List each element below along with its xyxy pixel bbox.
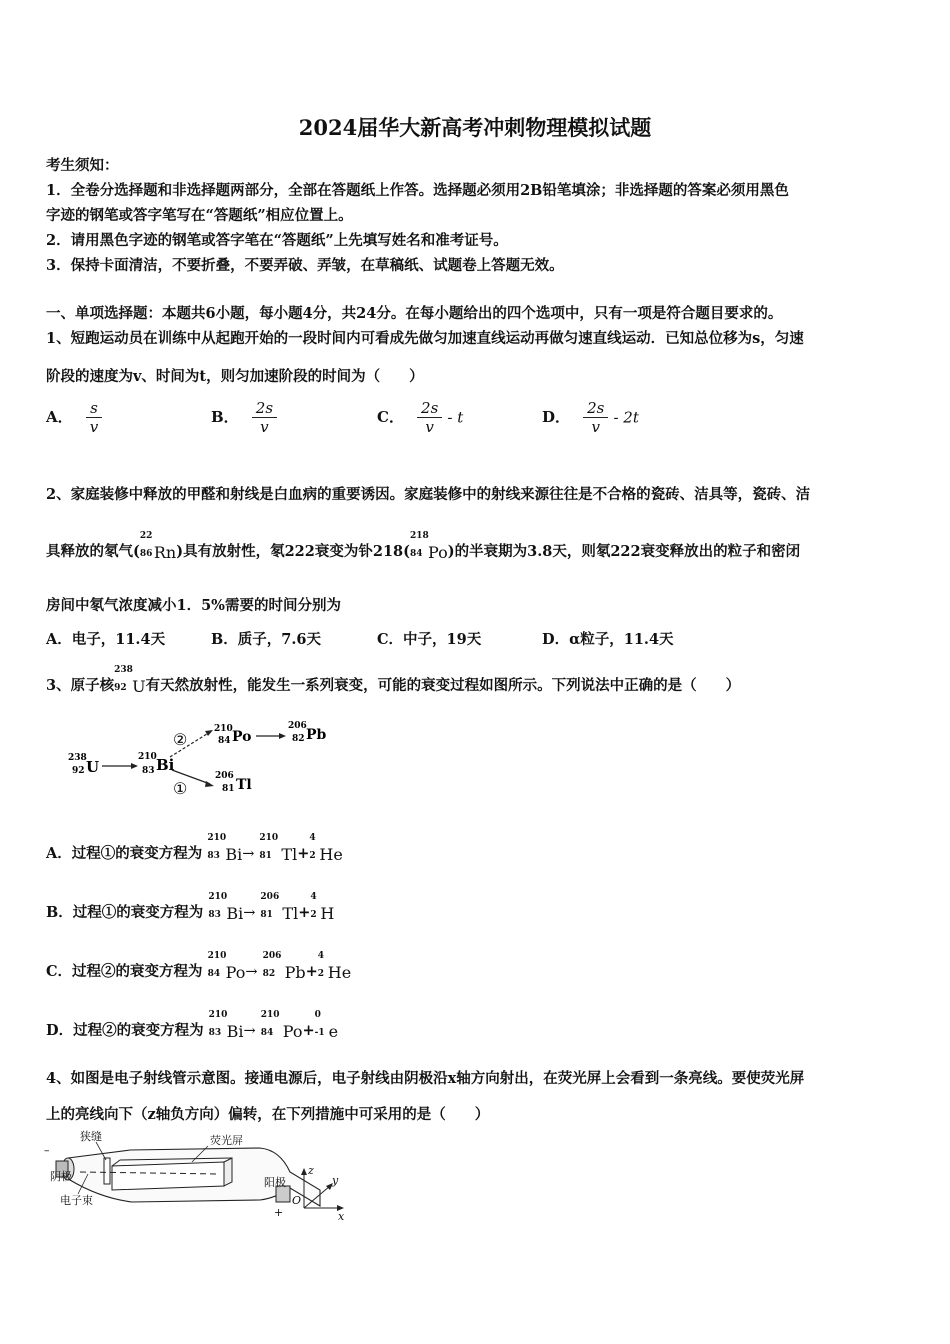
fraction: $\frac{s}{v}$	[86, 399, 102, 436]
bi-atomic: 83	[142, 766, 155, 776]
nuclide: 210 83 Bi	[207, 832, 243, 864]
q3-stem: 3、原子核 238 92 U有天然放射性，能发生一系列衰变，可能的衰变过程如图所示。下列说法中正确的是（ ）	[46, 664, 741, 696]
slit-label: 狭缝	[80, 1130, 102, 1143]
fraction: $\frac{2s}{v}$	[252, 399, 277, 436]
q2-option-c[interactable]: C．中子，19天	[377, 631, 482, 648]
option-label: D．	[542, 408, 571, 426]
u-mass: 238	[68, 753, 87, 763]
option-tail: - 2t	[613, 408, 639, 427]
po-mass: 210	[214, 724, 233, 734]
nuclide: 206 82 Pb	[262, 950, 306, 982]
fraction: $\frac{2s}{v}$	[417, 399, 442, 436]
q1-option-a[interactable]	[46, 399, 102, 436]
option-label: C．	[377, 408, 404, 426]
y-label: y	[332, 1174, 339, 1187]
q2-option-a[interactable]: A．电子，11.4天	[46, 631, 166, 648]
q2-option-b[interactable]: B．质子，7.6天	[211, 631, 321, 648]
process-2-label: ②	[173, 730, 188, 749]
notice-line-1b: 字迹的钢笔或答字笔写在“答题纸”相应位置上。	[46, 207, 353, 224]
fraction: $\frac{2s}{v}$	[583, 399, 608, 436]
nuclide: 4 2 He	[317, 950, 352, 982]
nuclide: 0 -1 e	[314, 1009, 339, 1041]
q2-option-d[interactable]: D．α粒子，11.4天	[542, 631, 674, 648]
uranium-nuclide: 238 92 U	[114, 664, 146, 696]
notice-line-2: 2．请用黑色字迹的钢笔或答字笔在“答题纸”上先填写姓名和准考证号。	[46, 232, 508, 249]
arrowhead	[205, 730, 213, 736]
anode-label: 阳极	[264, 1176, 286, 1189]
q1-line-1: 1、短跑运动员在训练中从起跑开始的一段时间内可看成先做匀加速直线运动再做匀速直线运动．已知总位移为s，匀速	[46, 330, 804, 347]
nuclide: 210 83 Bi	[208, 891, 244, 923]
nuclide: 206 81 Tl	[260, 891, 299, 923]
radon-nuclide: 22 86 Rn	[139, 530, 177, 562]
nuclide: 4 2 H	[310, 891, 335, 923]
fluorescent-screen	[112, 1162, 224, 1190]
nuclide: 210 83 Bi	[208, 1009, 244, 1041]
electron-tube-diagram	[40, 1128, 360, 1224]
decay-chain-diagram	[60, 712, 350, 802]
notice-line-3: 3．保持卡面清洁，不要折叠，不要弄破、弄皱，在草稿纸、试题卷上答题无效。	[46, 257, 564, 274]
q3-option-b[interactable]: B．过程①的衰变方程为 210 83 Bi→ 206 81 Tl+ 4 2 H	[46, 891, 335, 923]
slit-plate	[104, 1158, 110, 1184]
nuclide: 210 84 Po	[260, 1009, 303, 1041]
pb-atomic: 82	[292, 734, 305, 744]
bi-mass: 210	[138, 752, 157, 762]
q1-option-c[interactable]	[377, 399, 463, 436]
q4-line-1: 4、如图是电子射线管示意图。接通电源后，电子射线由阴极沿x轴方向射出，在荧光屏上会看到一条亮线。要使荧光屏	[46, 1070, 805, 1087]
minus-label: –	[44, 1144, 50, 1157]
u-symbol: U	[86, 758, 100, 776]
option-tail: - t	[447, 408, 464, 427]
z-label: z	[308, 1164, 314, 1177]
u-atomic: 92	[72, 766, 85, 776]
tl-mass: 206	[215, 771, 234, 781]
option-label: B．	[211, 408, 239, 426]
arrowhead	[279, 733, 286, 739]
section-heading: 一、单项选择题：本题共6小题，每小题4分，共24分。在每小题给出的四个选项中，只有一项是符合题目要求的。	[46, 305, 783, 322]
polonium-nuclide: 218 84 Po	[410, 530, 448, 562]
x-label: x	[338, 1210, 345, 1223]
q4-line-2: 上的亮线向下（z轴负方向）偏转，在下列措施中可采用的是（ ）	[46, 1106, 490, 1123]
pb-mass: 206	[288, 721, 307, 731]
q3-option-d[interactable]: D．过程②的衰变方程为 210 83 Bi→ 210 84 Po+ 0 -1 e	[46, 1009, 339, 1041]
beam-label: 电子束	[60, 1194, 93, 1207]
cathode-label: 阴极	[50, 1170, 72, 1183]
nuclide: 4 2 He	[309, 832, 343, 864]
po-symbol: Po	[232, 729, 252, 745]
tl-atomic: 81	[222, 784, 235, 794]
q2-line-1: 2、家庭装修中释放的甲醛和射线是白血病的重要诱因。家庭装修中的射线来源往往是不合格的瓷砖、洁具等，瓷砖、洁	[46, 486, 811, 503]
q1-option-d[interactable]	[542, 399, 639, 436]
q1-line-2: 阶段的速度为v、时间为t，则匀加速阶段的时间为（ ）	[46, 368, 424, 385]
q3-option-c[interactable]: C．过程②的衰变方程为 210 84 Po→ 206 82 Pb+ 4 2 He	[46, 950, 352, 982]
arrowhead	[205, 781, 214, 787]
pb-symbol: Pb	[306, 727, 327, 743]
q1-option-b[interactable]	[211, 399, 277, 436]
arrowhead	[131, 763, 138, 769]
plus-label: +	[274, 1206, 284, 1219]
origin-label: O	[292, 1194, 302, 1207]
q2-line-3: 房间中氡气浓度减小1．5%需要的时间分别为	[46, 597, 341, 614]
notice-line-1a: 1．全卷分选择题和非选择题两部分，全部在答题纸上作答。选择题必须用2B铅笔填涂；非选择题的答案必须用黑色	[46, 182, 789, 199]
bi-symbol: Bi	[156, 756, 175, 774]
nuclide: 210 84 Po	[207, 950, 246, 982]
q2-line-2: 具释放的氡气( 22 86 Rn)具有放射性，氡222衰变为钋218( 218 84 Po)的半衰期为3.8天，则氡222衰变释放出的粒子和密闭	[46, 530, 801, 562]
process-1-label: ①	[173, 779, 188, 798]
q3-option-a[interactable]: A．过程①的衰变方程为 210 83 Bi→ 210 81 Tl+ 4 2 He	[46, 832, 343, 864]
tl-symbol: Tl	[236, 777, 252, 793]
nuclide: 210 81 Tl	[259, 832, 298, 864]
option-label: A．	[46, 408, 73, 426]
page-title: 2024届华大新高考冲刺物理模拟试题	[298, 115, 652, 140]
po-atomic: 84	[218, 736, 231, 746]
screen-label: 荧光屏	[210, 1134, 243, 1147]
notice-heading: 考生须知：	[46, 157, 119, 174]
